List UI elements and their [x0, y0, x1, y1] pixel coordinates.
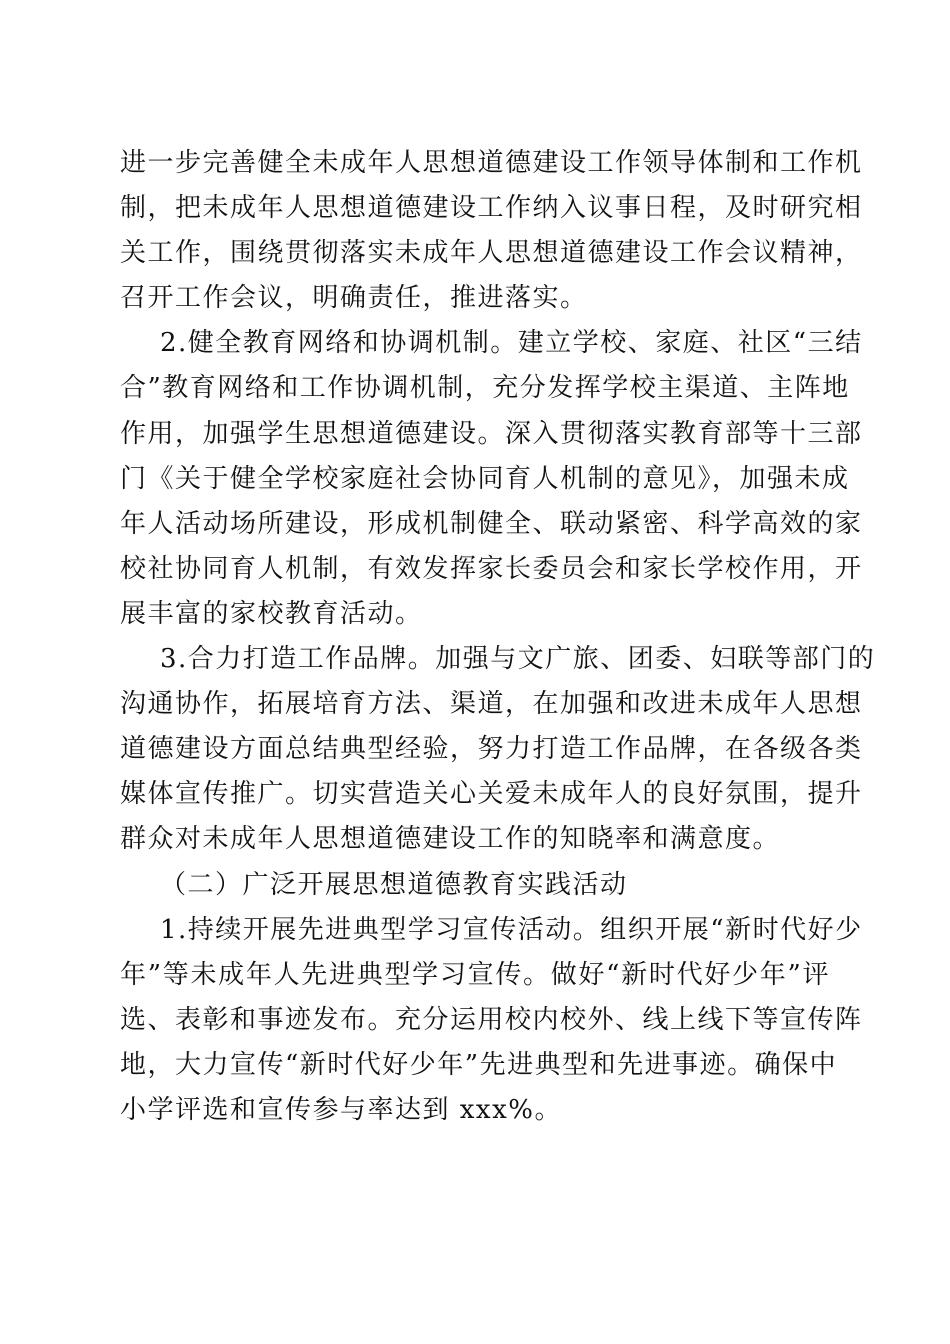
text-line: 道德建设方面总结典型经验，努力打造工作品牌，在各级各类	[120, 734, 863, 765]
text-line: 3.合力打造工作品牌。加强与文广旅、团委、妇联等部门的	[160, 644, 876, 675]
text-line: 校社协同育人机制，有效发挥家长委员会和家长学校作用，开	[120, 553, 863, 584]
document-body	[120, 141, 876, 1133]
text-line: 门《关于健全学校家庭社会协同育人机制的意见》，加强未成	[120, 463, 850, 494]
paragraph-4-role-models	[120, 908, 863, 1133]
text-line: 沟通协作，拓展培育方法、渠道，在加强和改进未成年人思想	[120, 689, 863, 720]
paragraph-3-work-brand	[120, 637, 876, 862]
text-line: 地，大力宣传“新时代好少年”先进典型和先进事迹。确保中	[120, 1049, 838, 1080]
text-line: 作用，加强学生思想道德建设。深入贯彻落实教育部等十三部	[120, 418, 863, 449]
section-heading-2	[120, 863, 830, 908]
text-line: 展丰富的家校教育活动。	[120, 598, 423, 629]
text-line: 年”等未成年人先进典型学习宣传。做好“新时代好少年”评	[120, 959, 830, 990]
text-line: 进一步完善健全未成年人思想道德建设工作领导体制和工作机	[120, 148, 863, 178]
paragraph-2-education-network	[120, 321, 863, 637]
text-line: 选、表彰和事迹发布。充分运用校内校外、线上线下等宣传阵	[120, 1004, 863, 1035]
text-line: 1.持续开展先进典型学习宣传活动。组织开展“新时代好少	[160, 914, 863, 945]
text-line: 合”教育网络和工作协调机制，充分发挥学校主渠道、主阵地	[120, 373, 850, 404]
text-line: 2.健全教育网络和协调机制。建立学校、家庭、社区“三结	[160, 328, 863, 359]
text-line: 召开工作会议，明确责任，推进落实。	[120, 283, 588, 314]
text-line: 小学评选和宣传参与率达到 xxx%。	[120, 1094, 562, 1125]
text-line: 关工作，围绕贯彻落实未成年人思想道德建设工作会议精神，	[120, 238, 863, 269]
text-line: 制，把未成年人思想道德建设工作纳入议事日程，及时研究相	[120, 193, 863, 224]
text-line: 群众对未成年人思想道德建设工作的知晓率和满意度。	[120, 824, 781, 855]
section-heading: （二）广泛开展思想道德教育实践活动	[160, 869, 628, 900]
text-line: 年人活动场所建设，形成机制健全、联动紧密、科学高效的家	[120, 508, 863, 539]
paragraph-1	[120, 141, 863, 321]
text-line: 媒体宣传推广。切实营造关心关爱未成年人的良好氛围，提升	[120, 779, 863, 810]
